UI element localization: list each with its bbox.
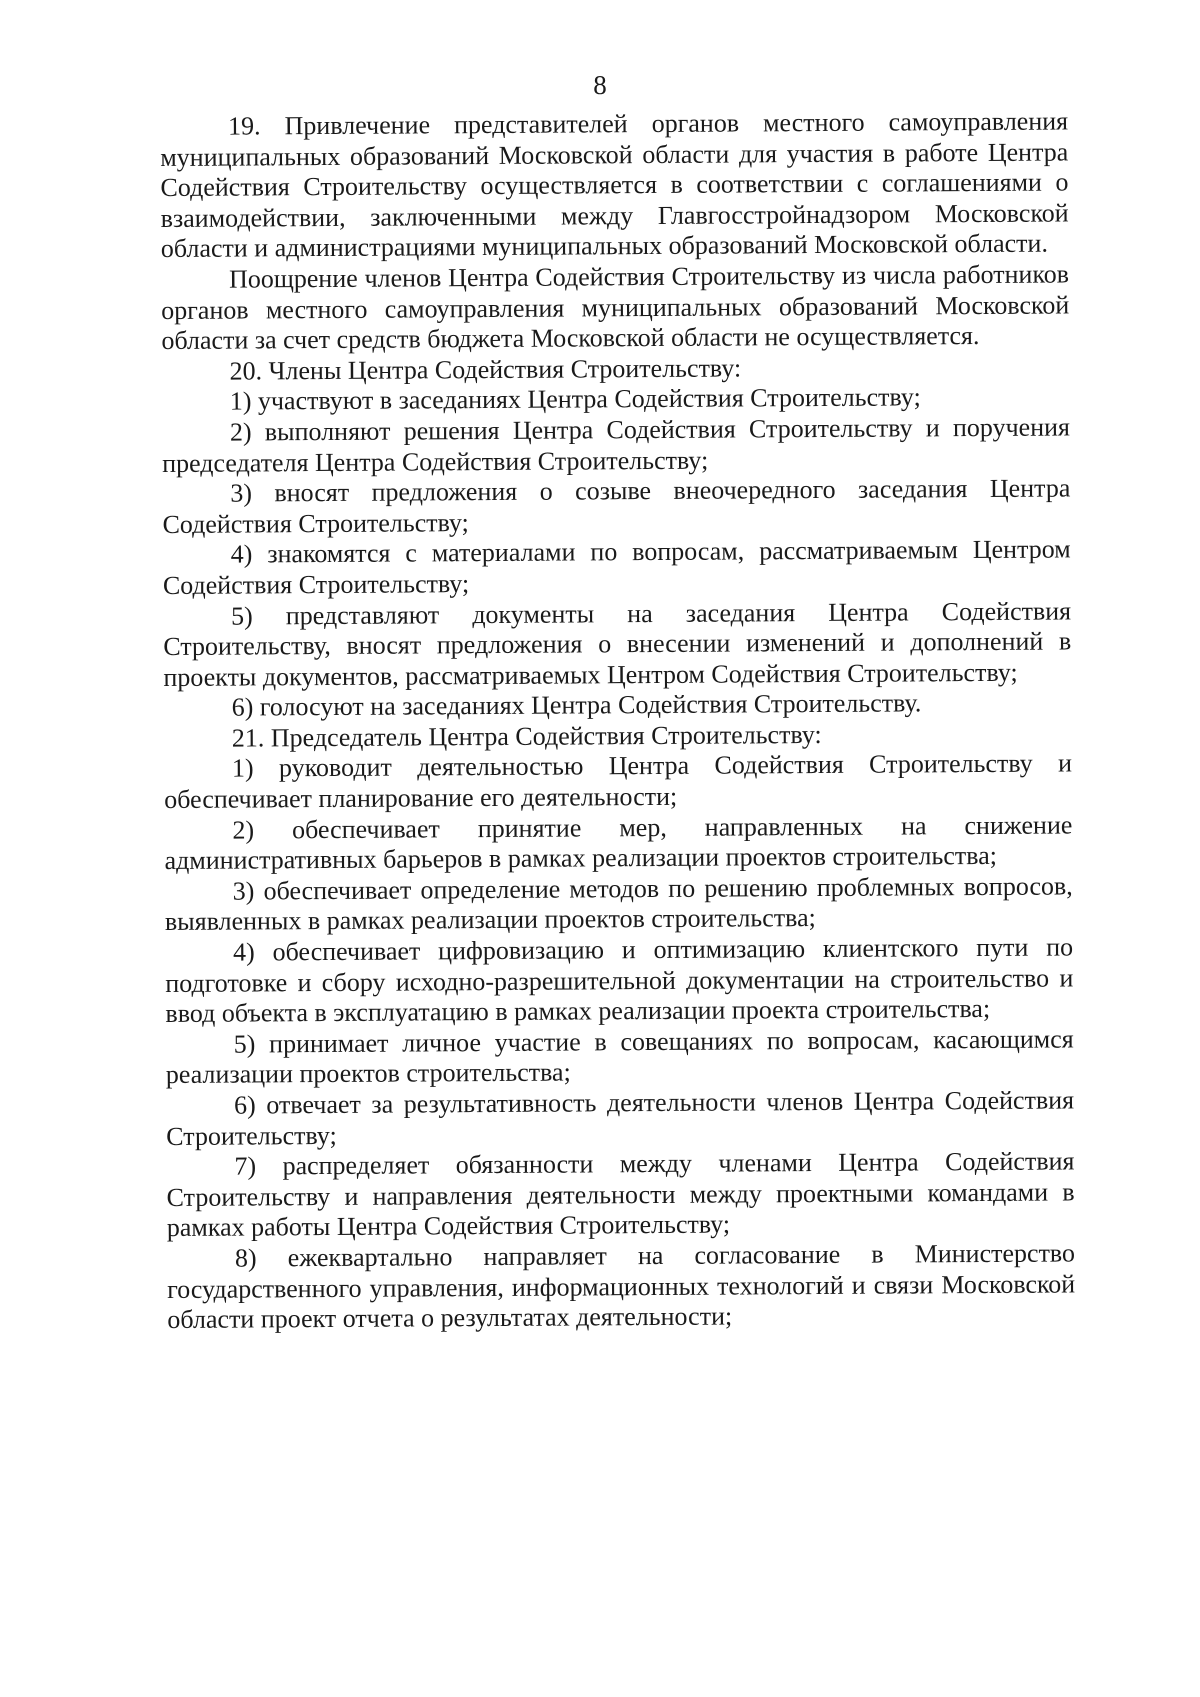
list-item-20-1: 1) участвуют в заседаниях Центра Содействия Строительству; (229, 382, 921, 416)
list-item-21-2: 2) обеспечивает принятие мер, направленных на снижение административных барьеров в рамках реализации проектов строительства; (164, 810, 1073, 876)
paragraph-19-incentive: Поощрение членов Центра Содействия Строительству из числа работников органов местного самоуправления муниципальных образований Московской области за счет средств бюджета Московской области не осуществляется. (161, 259, 1070, 356)
list-item-20-6: 6) голосуют на заседаниях Центра Содействия Строительству. (231, 688, 922, 722)
list-item-21-6: 6) отвечает за результативность деятельности членов Центра Содействия Строительству; (166, 1085, 1075, 1151)
list-item-21-7: 7) распределяет обязанности между членами Центра Содействия Строительству и направления деятельности между проектными командами в рамках работы Центра Содействия Строительству; (166, 1146, 1075, 1243)
list-item-20-3: 3) вносят предложения о созыве внеочередного заседания Центра Содействия Строительству; (162, 473, 1071, 539)
list-item-20-2: 2) выполняют решения Центра Содействия Строительству и поручения председателя Центра Содействия Строительству; (162, 412, 1071, 478)
paragraph-21-heading: 21. Председатель Центра Содействия Строительству: (231, 719, 822, 753)
list-item-21-5: 5) принимает личное участие в совещаниях по вопросам, касающимся реализации проектов строительства; (165, 1024, 1074, 1090)
paragraph-19: 19. Привлечение представителей органов местного самоуправления муниципальных образований Московской области для участия в работе Центра Содействия Строительству осуществляется в соответствии с соглашениями о взаимодействии, заключенными между Главгосстройнадзором Московской области и администрациями муниципальных образований Московской области. (160, 106, 1069, 264)
list-item-21-3: 3) обеспечивает определение методов по решению проблемных вопросов, выявленных в рамках реализации проектов строительства; (164, 871, 1073, 937)
list-item-21-8: 8) ежеквартально направляет на согласование в Министерство государственного управления, информационных технологий и связи Московской области проект отчета о результатах деятельности; (167, 1238, 1076, 1335)
list-item-20-4: 4) знакомятся с материалами по вопросам, рассматриваемым Центром Содействия Строительству; (162, 534, 1071, 600)
paragraph-20-heading: 20. Члены Центра Содействия Строительству: (229, 353, 742, 386)
document-body (160, 106, 1075, 1335)
list-item-21-1: 1) руководит деятельностью Центра Содействия Строительству и обеспечивает планирование его деятельности; (164, 748, 1073, 815)
list-item-20-5: 5) представляют документы на заседания Центра Содействия Строительству, вносят предложения о внесении изменений и дополнений в проекты документов, рассматриваемых Центром Содействия Строительству; (163, 595, 1072, 692)
list-item-21-4: 4) обеспечивает цифровизацию и оптимизацию клиентского пути по подготовке и сбору исходно-разрешительной документации на строительство и ввод объекта в эксплуатацию в рамках реализации проекта строительства; (165, 932, 1074, 1029)
page-number: 8 (593, 70, 607, 100)
